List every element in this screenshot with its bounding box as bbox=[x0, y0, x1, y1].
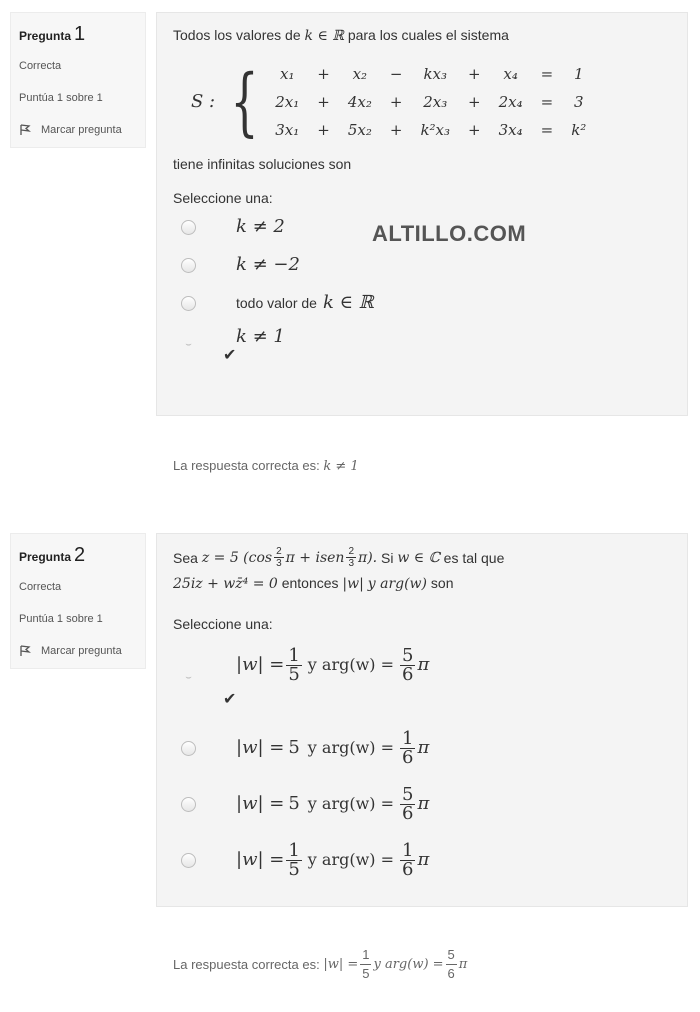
option-mid: y arg(w) = bbox=[307, 794, 395, 813]
option-label bbox=[236, 727, 430, 768]
system-cell: 3x₁ bbox=[275, 121, 300, 139]
math: π). bbox=[358, 549, 378, 566]
system-cell: + bbox=[317, 121, 330, 139]
modulus: 5 bbox=[288, 737, 300, 758]
radio-button[interactable] bbox=[181, 220, 196, 235]
radio-button[interactable] bbox=[181, 296, 196, 311]
system-table bbox=[266, 60, 595, 144]
radio-button-selected[interactable] bbox=[181, 670, 196, 685]
numerator: 1 bbox=[288, 644, 300, 666]
question-grade: Puntúa 1 sobre 1 bbox=[19, 613, 103, 625]
text: Sea bbox=[173, 549, 198, 566]
denominator: 3 bbox=[276, 558, 282, 569]
math: y arg(w) bbox=[367, 576, 428, 592]
fraction bbox=[286, 644, 301, 685]
system-cell: k² bbox=[571, 121, 587, 139]
system-cell: = bbox=[540, 93, 554, 111]
option-2[interactable] bbox=[173, 246, 671, 284]
question-num: 1 bbox=[74, 23, 86, 45]
fraction bbox=[274, 546, 284, 569]
question-state: Correcta bbox=[19, 60, 62, 72]
option-4[interactable] bbox=[173, 832, 671, 888]
denominator: 6 bbox=[402, 802, 414, 824]
numerator: 2 bbox=[348, 546, 355, 557]
math-k: k ∈ ℝ bbox=[304, 28, 344, 44]
math: z = 5 (cos bbox=[201, 549, 273, 566]
option-3[interactable] bbox=[173, 776, 671, 832]
option-label: k ≠ 2 bbox=[236, 216, 285, 237]
option-4[interactable] bbox=[173, 322, 671, 366]
question-num: 2 bbox=[74, 544, 86, 566]
option-label bbox=[236, 839, 430, 880]
option-label: k ≠ −2 bbox=[236, 254, 300, 275]
pi: π bbox=[417, 737, 430, 758]
flag-icon bbox=[19, 645, 31, 657]
radio-button[interactable] bbox=[181, 797, 196, 812]
question-label: Pregunta bbox=[19, 29, 72, 43]
check-icon: ✔ bbox=[223, 347, 237, 364]
text: son bbox=[430, 575, 454, 591]
system-label: S : bbox=[191, 91, 216, 112]
system-cell: = bbox=[540, 65, 554, 83]
option-2[interactable] bbox=[173, 720, 671, 776]
question-info-2 bbox=[10, 533, 146, 669]
denominator: 5 bbox=[362, 966, 370, 981]
answer-label: La respuesta correcta es: bbox=[173, 957, 320, 972]
numerator: 1 bbox=[288, 839, 300, 861]
options-list bbox=[173, 634, 671, 888]
system-cell: − bbox=[389, 65, 403, 83]
fraction bbox=[286, 839, 301, 880]
flag-question-button[interactable] bbox=[19, 645, 137, 657]
radio-button[interactable] bbox=[181, 741, 196, 756]
question-number bbox=[19, 23, 137, 46]
option-label: k ∈ ℝ bbox=[322, 292, 374, 313]
pi: π bbox=[417, 793, 430, 814]
option-mid: y arg(w) = bbox=[307, 850, 395, 869]
brace: { bbox=[230, 59, 259, 145]
answer-label: La respuesta correcta es: bbox=[173, 458, 320, 473]
system-cell: + bbox=[389, 93, 403, 111]
question-text-line2 bbox=[173, 573, 671, 594]
numerator: 5 bbox=[402, 644, 414, 666]
system-row bbox=[266, 88, 595, 116]
system-cell: 3 bbox=[573, 93, 584, 111]
system-cell: x₁ bbox=[279, 65, 295, 83]
option-mid: y arg(w) = bbox=[307, 738, 395, 757]
system-row bbox=[266, 116, 595, 144]
math: w ∈ ℂ bbox=[397, 549, 440, 566]
system-cell: 2x₁ bbox=[275, 93, 300, 111]
check-icon: ✔ bbox=[223, 691, 237, 708]
option-prefix: |w| = bbox=[236, 793, 285, 814]
option-prefix: |w| = bbox=[236, 654, 285, 675]
flag-question-button[interactable] bbox=[19, 124, 137, 136]
denominator: 6 bbox=[402, 746, 414, 768]
numerator: 1 bbox=[402, 727, 414, 749]
watermark: ALTILLO.COM bbox=[372, 221, 527, 246]
fraction bbox=[400, 727, 415, 768]
text-intro: Todos los valores de bbox=[173, 27, 301, 43]
numerator: 1 bbox=[402, 839, 414, 861]
select-prompt: Seleccione una: bbox=[173, 616, 273, 632]
denominator: 6 bbox=[447, 966, 455, 981]
question-state: Correcta bbox=[19, 581, 62, 593]
system-cell: x₂ bbox=[352, 65, 368, 83]
denominator: 6 bbox=[402, 858, 414, 880]
numerator: 5 bbox=[446, 946, 457, 965]
radio-button[interactable] bbox=[181, 853, 196, 868]
system-cell: + bbox=[317, 65, 330, 83]
fraction bbox=[446, 946, 457, 983]
math: 25iz + wz̄⁴ = 0 bbox=[173, 576, 278, 592]
system-cell: + bbox=[389, 121, 403, 139]
numerator: 5 bbox=[402, 783, 414, 805]
text: es tal que bbox=[443, 549, 505, 566]
flag-icon bbox=[19, 124, 31, 136]
option-3[interactable] bbox=[173, 284, 671, 322]
select-prompt: Seleccione una: bbox=[173, 190, 273, 206]
radio-button-selected[interactable] bbox=[181, 337, 196, 352]
system-cell: 4x₂ bbox=[347, 93, 372, 111]
system-row bbox=[266, 60, 595, 88]
fraction bbox=[346, 546, 356, 569]
question-content-2 bbox=[156, 533, 688, 907]
fraction bbox=[400, 783, 415, 824]
option-mid: y arg(w) = bbox=[307, 655, 395, 674]
pi: π bbox=[417, 654, 430, 675]
modulus: 5 bbox=[288, 793, 300, 814]
system-cell: 2x₄ bbox=[498, 93, 523, 111]
system-cell: + bbox=[468, 65, 481, 83]
system-cell: x₄ bbox=[503, 65, 518, 83]
math: |w| bbox=[342, 576, 364, 592]
answer-math: |w| = bbox=[323, 957, 359, 972]
question-text-line1 bbox=[173, 546, 671, 569]
option-prefix: |w| = bbox=[236, 849, 285, 870]
answer-math: π bbox=[458, 957, 468, 972]
system-cell: + bbox=[468, 93, 481, 111]
system-cell: 3x₄ bbox=[498, 121, 523, 139]
question-label: Pregunta bbox=[19, 550, 72, 564]
numerator: 1 bbox=[360, 946, 371, 965]
flag-label: Marcar pregunta bbox=[41, 124, 122, 136]
equation-system bbox=[191, 60, 671, 144]
text-rest: para los cuales el sistema bbox=[347, 27, 509, 43]
option-label bbox=[236, 644, 430, 685]
system-cell: + bbox=[317, 93, 330, 111]
numerator: 2 bbox=[276, 546, 282, 557]
system-cell: = bbox=[540, 121, 554, 139]
question-info-1 bbox=[10, 12, 146, 148]
math: π + isen bbox=[285, 549, 345, 566]
option-label bbox=[236, 783, 430, 824]
system-cell: + bbox=[468, 121, 481, 139]
question-text bbox=[173, 25, 671, 46]
system-cell: 2x₃ bbox=[423, 93, 448, 111]
system-cell: 1 bbox=[573, 65, 584, 83]
denominator: 5 bbox=[288, 663, 300, 685]
question-number bbox=[19, 544, 137, 567]
option-label: k ≠ 1 bbox=[236, 326, 285, 347]
fraction bbox=[360, 946, 371, 983]
option-label-text: todo valor de bbox=[236, 295, 317, 311]
fraction bbox=[400, 644, 415, 685]
text: Si bbox=[381, 549, 394, 566]
denominator: 6 bbox=[402, 663, 414, 685]
flag-label: Marcar pregunta bbox=[41, 645, 122, 657]
fraction bbox=[400, 839, 415, 880]
answer-math: y arg(w) = bbox=[373, 957, 444, 972]
radio-button[interactable] bbox=[181, 258, 196, 273]
system-cell: kx₃ bbox=[423, 65, 447, 83]
text: entonces bbox=[281, 575, 339, 591]
question-grade: Puntúa 1 sobre 1 bbox=[19, 92, 103, 104]
question-content-1 bbox=[156, 12, 688, 416]
denominator: 5 bbox=[288, 858, 300, 880]
option-prefix: |w| = bbox=[236, 737, 285, 758]
correct-answer bbox=[173, 946, 467, 983]
pi: π bbox=[417, 849, 430, 870]
denominator: 3 bbox=[348, 558, 355, 569]
system-cell: k²x₃ bbox=[420, 121, 451, 139]
system-cell: 5x₂ bbox=[347, 121, 372, 139]
question-text-after: tiene infinitas soluciones son bbox=[173, 156, 352, 172]
correct-answer bbox=[173, 458, 359, 474]
answer-math: k ≠ 1 bbox=[323, 459, 359, 474]
option-1[interactable] bbox=[173, 634, 671, 720]
